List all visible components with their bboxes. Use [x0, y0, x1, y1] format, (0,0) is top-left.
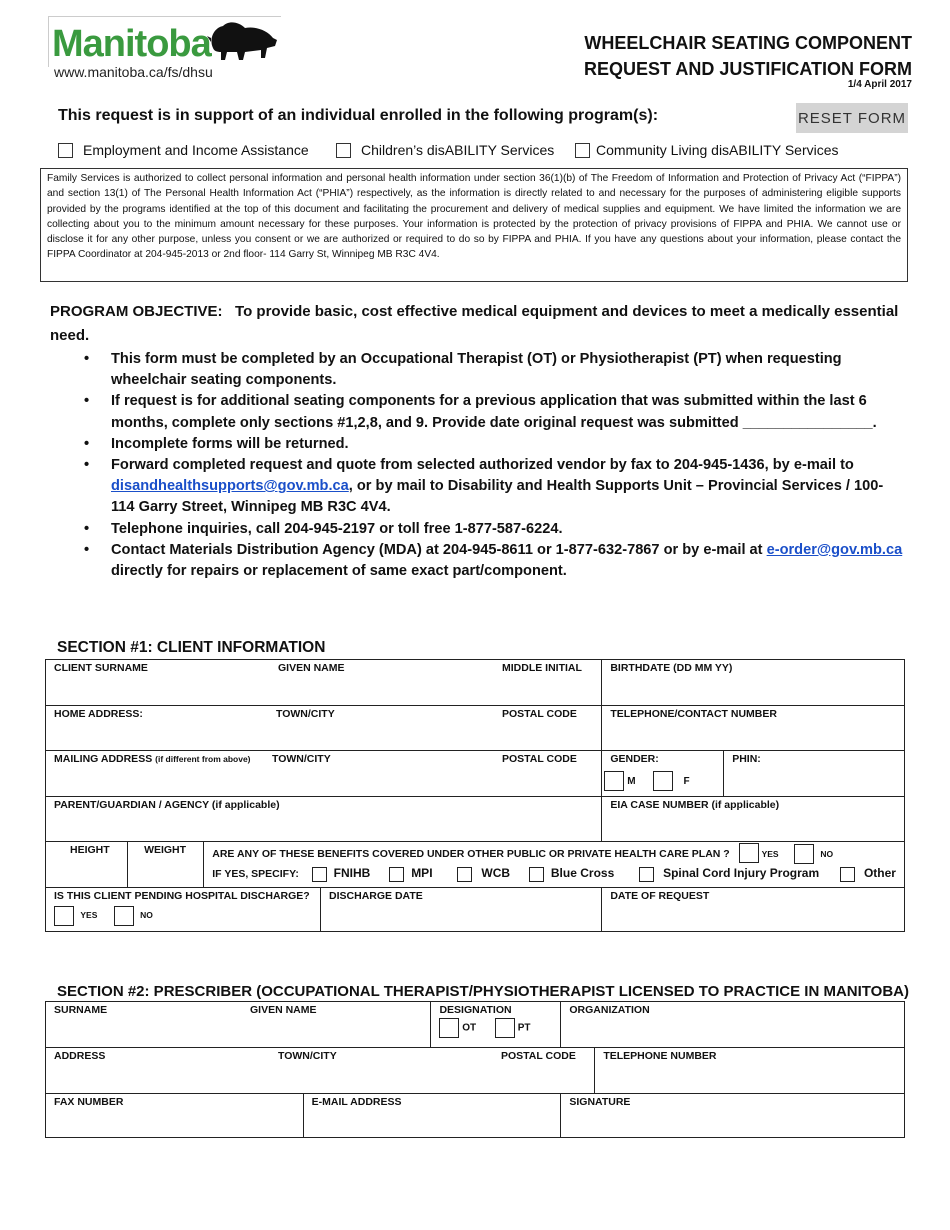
client-name-field[interactable]: CLIENT SURNAME GIVEN NAME MIDDLE INITIAL — [46, 660, 602, 706]
website-url[interactable]: www.manitoba.ca/fs/dhsu — [54, 64, 213, 80]
date-of-request-field[interactable]: DATE OF REQUEST — [602, 888, 905, 932]
gender-f-checkbox[interactable] — [653, 771, 673, 791]
section1-title: SECTION #1: CLIENT INFORMATION — [57, 639, 326, 656]
signature-field[interactable]: SIGNATURE — [561, 1094, 905, 1138]
dhsu-email-link[interactable]: disandhealthsupports@gov.mb.ca — [111, 478, 349, 495]
phin-field[interactable]: PHIN: — [724, 751, 905, 797]
client-info-table — [45, 659, 905, 932]
telephone-field[interactable]: TELEPHONE/CONTACT NUMBER — [602, 706, 905, 751]
program-option-community[interactable]: Community Living disABILITY Services — [575, 142, 839, 158]
parent-guardian-field[interactable]: PARENT/GUARDIAN / AGENCY (if applicable) — [46, 797, 602, 842]
discharge-yes-checkbox[interactable] — [54, 906, 74, 926]
manitoba-logo: Manitoba — [52, 23, 211, 65]
other-plan-checkbox[interactable] — [840, 867, 855, 882]
form-title — [584, 30, 912, 82]
list-item: • If request is for additional seating components for a previous application that was submitted within the last 6 months, complete only sections #1,2,8, and 9. Provide date original request was submitted ________________. — [84, 391, 904, 433]
program-objective: PROGRAM OBJECTIVE: To provide basic, cost effective medical equipment and devices to meet a medically essential need. — [50, 303, 899, 344]
benefits-yes-checkbox[interactable] — [739, 843, 759, 863]
benefits-field: ARE ANY OF THESE BENEFITS COVERED UNDER OTHER PUBLIC OR PRIVATE HEALTH CARE PLAN ? YES NO IF YES, SPECIFY: FNIHB MPI WCB Blue Cross Spinal Cord Injury Program Other — [204, 842, 905, 888]
hospital-discharge-field: IS THIS CLIENT PENDING HOSPITAL DISCHARGE? YES NO — [46, 888, 321, 932]
home-address-field[interactable]: HOME ADDRESS: TOWN/CITY POSTAL CODE — [46, 706, 602, 751]
birthdate-field[interactable]: BIRTHDATE (DD MM YY) — [602, 660, 905, 706]
benefits-no-checkbox[interactable] — [794, 844, 814, 864]
eia-case-number-field[interactable]: EIA CASE NUMBER (if applicable) — [602, 797, 905, 842]
instruction-list — [84, 349, 904, 582]
prescriber-address-field[interactable]: ADDRESS TOWN/CITY POSTAL CODE — [46, 1048, 595, 1094]
privacy-notice: Family Services is authorized to collect personal information and personal health information under section 36(1)(b) of The Freedom of Information and Protection of Privacy Act (“FIPPA”) and section 13(1) of The Personal Health Information Act (“PHIA”) respectively, as the information is directly related to and necessary for the purposes of administering eligible supports provided by the programs identified at the top of this document and facilitating the procurement and delivery of medical supplies and equipment. We have limited the information we are collecting about you to the minimum amount necessary for these purposes. Your information is protected by the protection of privacy provisions of FIPPA and PHIA. We cannot use or disclose it for any other purpose, unless you consent or we are authorized or required to do so by FIPPA and PHIA. If you have any questions about your information, please contact the FIPPA Coordinator at 204-945-2013 or 2nd floor- 114 Garry St, Winnipeg MB R3C 4V4. — [40, 168, 908, 282]
discharge-no-checkbox[interactable] — [114, 906, 134, 926]
community-checkbox[interactable] — [575, 143, 590, 158]
pt-checkbox[interactable] — [495, 1018, 515, 1038]
mailing-address-field[interactable]: MAILING ADDRESS (if different from above) TOWN/CITY POSTAL CODE — [46, 751, 602, 797]
wcb-checkbox[interactable] — [457, 867, 472, 882]
prescriber-name-field[interactable]: SURNAME GIVEN NAME — [46, 1002, 431, 1048]
eia-checkbox[interactable] — [58, 143, 73, 158]
reset-form-button[interactable]: RESET FORM — [796, 103, 908, 133]
title-line-2: REQUEST AND JUSTIFICATION FORM — [584, 59, 912, 79]
prescriber-telephone-field[interactable]: TELEPHONE NUMBER — [595, 1048, 905, 1094]
gender-m-checkbox[interactable] — [604, 771, 624, 791]
title-line-1: WHEELCHAIR SEATING COMPONENT — [584, 33, 912, 53]
program-option-eia[interactable]: Employment and Income Assistance — [58, 142, 309, 158]
list-item: • Telephone inquiries, call 204-945-2197 or toll free 1-877-587-6224. — [84, 519, 904, 540]
prescriber-table — [45, 1001, 905, 1138]
fnihb-checkbox[interactable] — [312, 867, 327, 882]
mpi-checkbox[interactable] — [389, 867, 404, 882]
designation-field: DESIGNATION OT PT — [431, 1002, 561, 1048]
list-item: • This form must be completed by an Occupational Therapist (OT) or Physiotherapist (PT) when requesting wheelchair seating components. — [84, 349, 904, 391]
discharge-date-field[interactable]: DISCHARGE DATE — [321, 888, 602, 932]
organization-field[interactable]: ORGANIZATION — [561, 1002, 905, 1048]
mda-email-link[interactable]: e-order@gov.mb.ca — [766, 541, 903, 558]
page-date: 1/4 April 2017 — [847, 79, 912, 90]
blue-cross-checkbox[interactable] — [529, 867, 544, 882]
childrens-checkbox[interactable] — [336, 143, 351, 158]
fax-number-field[interactable]: FAX NUMBER — [46, 1094, 304, 1138]
list-item: • Incomplete forms will be returned. — [84, 434, 904, 455]
height-field[interactable]: HEIGHT — [46, 842, 128, 888]
gender-field: GENDER: M F — [602, 751, 724, 797]
email-address-field[interactable]: E-MAIL ADDRESS — [303, 1094, 561, 1138]
ot-checkbox[interactable] — [439, 1018, 459, 1038]
weight-field[interactable]: WEIGHT — [128, 842, 204, 888]
spinal-cord-checkbox[interactable] — [639, 867, 654, 882]
section2-title: SECTION #2: PRESCRIBER (OCCUPATIONAL THERAPIST/PHYSIOTHERAPIST LICENSED TO PRACTICE IN MANITOBA) — [57, 983, 910, 1000]
program-heading: This request is in support of an individual enrolled in the following program(s): — [58, 107, 659, 124]
program-option-childrens[interactable]: Children’s disABILITY Services — [336, 142, 554, 158]
list-item: • Contact Materials Distribution Agency (MDA) at 204-945-8611 or 1-877-632-7867 or by e-mail at e-order@gov.mb.ca directly for repairs or replacement of same exact part/component. — [84, 540, 904, 582]
list-item: • Forward completed request and quote from selected authorized vendor by fax to 204-945-1436, by e-mail to disandhealthsupports@gov.mb.ca, or by mail to Disability and Health Supports Unit – Provincial Services / 100-114 Garry Street, Winnipeg MB R3C 4V4. — [84, 455, 904, 519]
bison-icon — [205, 18, 281, 66]
